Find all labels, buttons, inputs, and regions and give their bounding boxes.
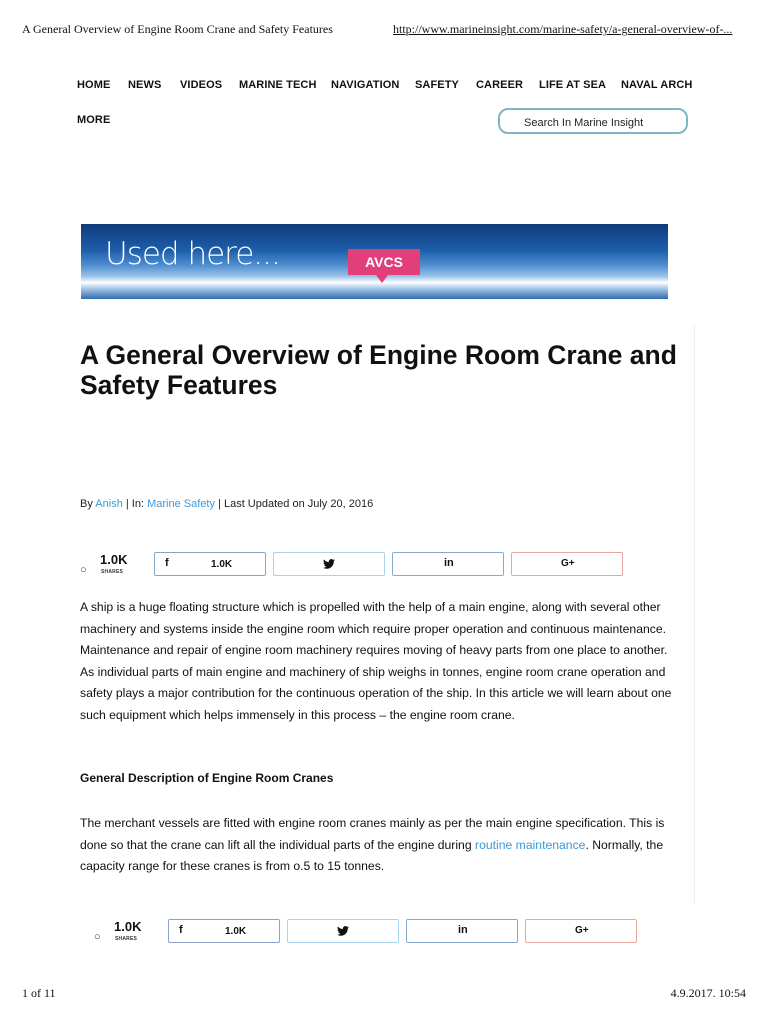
nav-item-safety[interactable]: SAFETY [415,79,459,91]
meta-in: | In: [125,498,145,510]
print-url[interactable]: http://www.marineinsight.com/marine-safety/a-general-overview-of-... [393,22,733,36]
facebook-share-count: 1.0K [211,559,233,570]
paragraph-2-text-b: . Normally, the capacity range for these cranes is from o.5 to 15 tonnes. [80,837,664,873]
linkedin-icon: in [458,924,468,936]
article-paragraph-2 [80,813,680,878]
nav-item-naval-arch[interactable]: NAVAL ARCH [621,79,693,91]
nav-item-navigation[interactable]: NAVIGATION [331,79,400,91]
nav-item-home[interactable]: HOME [77,79,111,91]
share-bullet: ○ [94,931,101,943]
google-plus-share-button[interactable] [525,919,637,943]
article-title: A General Overview of Engine Room Crane and Safety Features [80,340,677,400]
facebook-icon: f [165,557,169,569]
category-link[interactable]: Marine Safety [147,498,215,510]
twitter-icon [337,926,349,936]
linkedin-share-button[interactable] [406,919,518,943]
shares-label: SHARES [101,569,124,575]
shares-label: SHARES [115,936,138,942]
nav-item-life-at-sea[interactable]: LIFE AT SEA [539,79,607,91]
meta-by: By [80,498,93,510]
page-number: 1 of 11 [22,986,56,1000]
twitter-icon [323,559,335,569]
section-title: General Description of Engine Room Cranes [80,771,334,785]
google-plus-icon: G+ [575,925,589,936]
ad-banner[interactable] [81,224,668,299]
nav-item-news[interactable]: NEWS [128,79,162,91]
share-bar-bottom [94,919,639,945]
twitter-share-button[interactable] [273,552,385,576]
share-count: 1.0K [114,919,142,934]
nav-item-more[interactable]: MORE [77,114,111,126]
routine-maintenance-link[interactable]: routine maintenance [475,837,586,852]
print-header [22,22,746,38]
paragraph-2-text-a: The merchant vessels are fitted with engine room cranes mainly as per the main engine specification. This is done so that the crane can lift all the individual parts of the engine during [80,816,665,852]
search-input[interactable]: Search In Marine Insight [498,108,688,134]
facebook-share-button[interactable] [154,552,266,576]
share-count: 1.0K [100,552,128,567]
author-link[interactable]: Anish [95,498,123,510]
facebook-share-count: 1.0K [225,926,247,937]
linkedin-share-button[interactable] [392,552,504,576]
article-intro: A ship is a huge floating structure which is propelled with the help of a main engine, along with several other machinery and systems inside the engine room which require proper operation and continuous maintenance. Maintenance and repair of engine room machinery requires moving of heavy parts from one place to another. As individual parts of main engine and machinery of ship weighs in tonnes, engine room crane operation and safety plays a major contribution for the continuous operation of the ship. In this article we will learn about one such equipment which helps immensely in this process – the engine room crane. [80,600,672,722]
nav-item-marine-tech[interactable]: MARINE TECH [239,79,317,91]
share-bullet: ○ [80,564,87,576]
share-bar-top [80,552,625,578]
article-meta [80,498,373,510]
banner-badge: AVCS [348,249,420,275]
sidebar-divider [694,325,695,905]
nav-item-videos[interactable]: VIDEOS [180,79,223,91]
facebook-share-button[interactable] [168,919,280,943]
facebook-icon: f [179,924,183,936]
print-title: A General Overview of Engine Room Crane and Safety Features [22,22,333,36]
nav-item-career[interactable]: CAREER [476,79,524,91]
twitter-share-button[interactable] [287,919,399,943]
banner-text: Used here... [105,236,280,272]
google-plus-icon: G+ [561,558,575,569]
print-datetime: 4.9.2017. 10:54 [670,986,746,1000]
meta-updated: | Last Updated on July 20, 2016 [218,498,374,510]
linkedin-icon: in [444,557,454,569]
google-plus-share-button[interactable] [511,552,623,576]
